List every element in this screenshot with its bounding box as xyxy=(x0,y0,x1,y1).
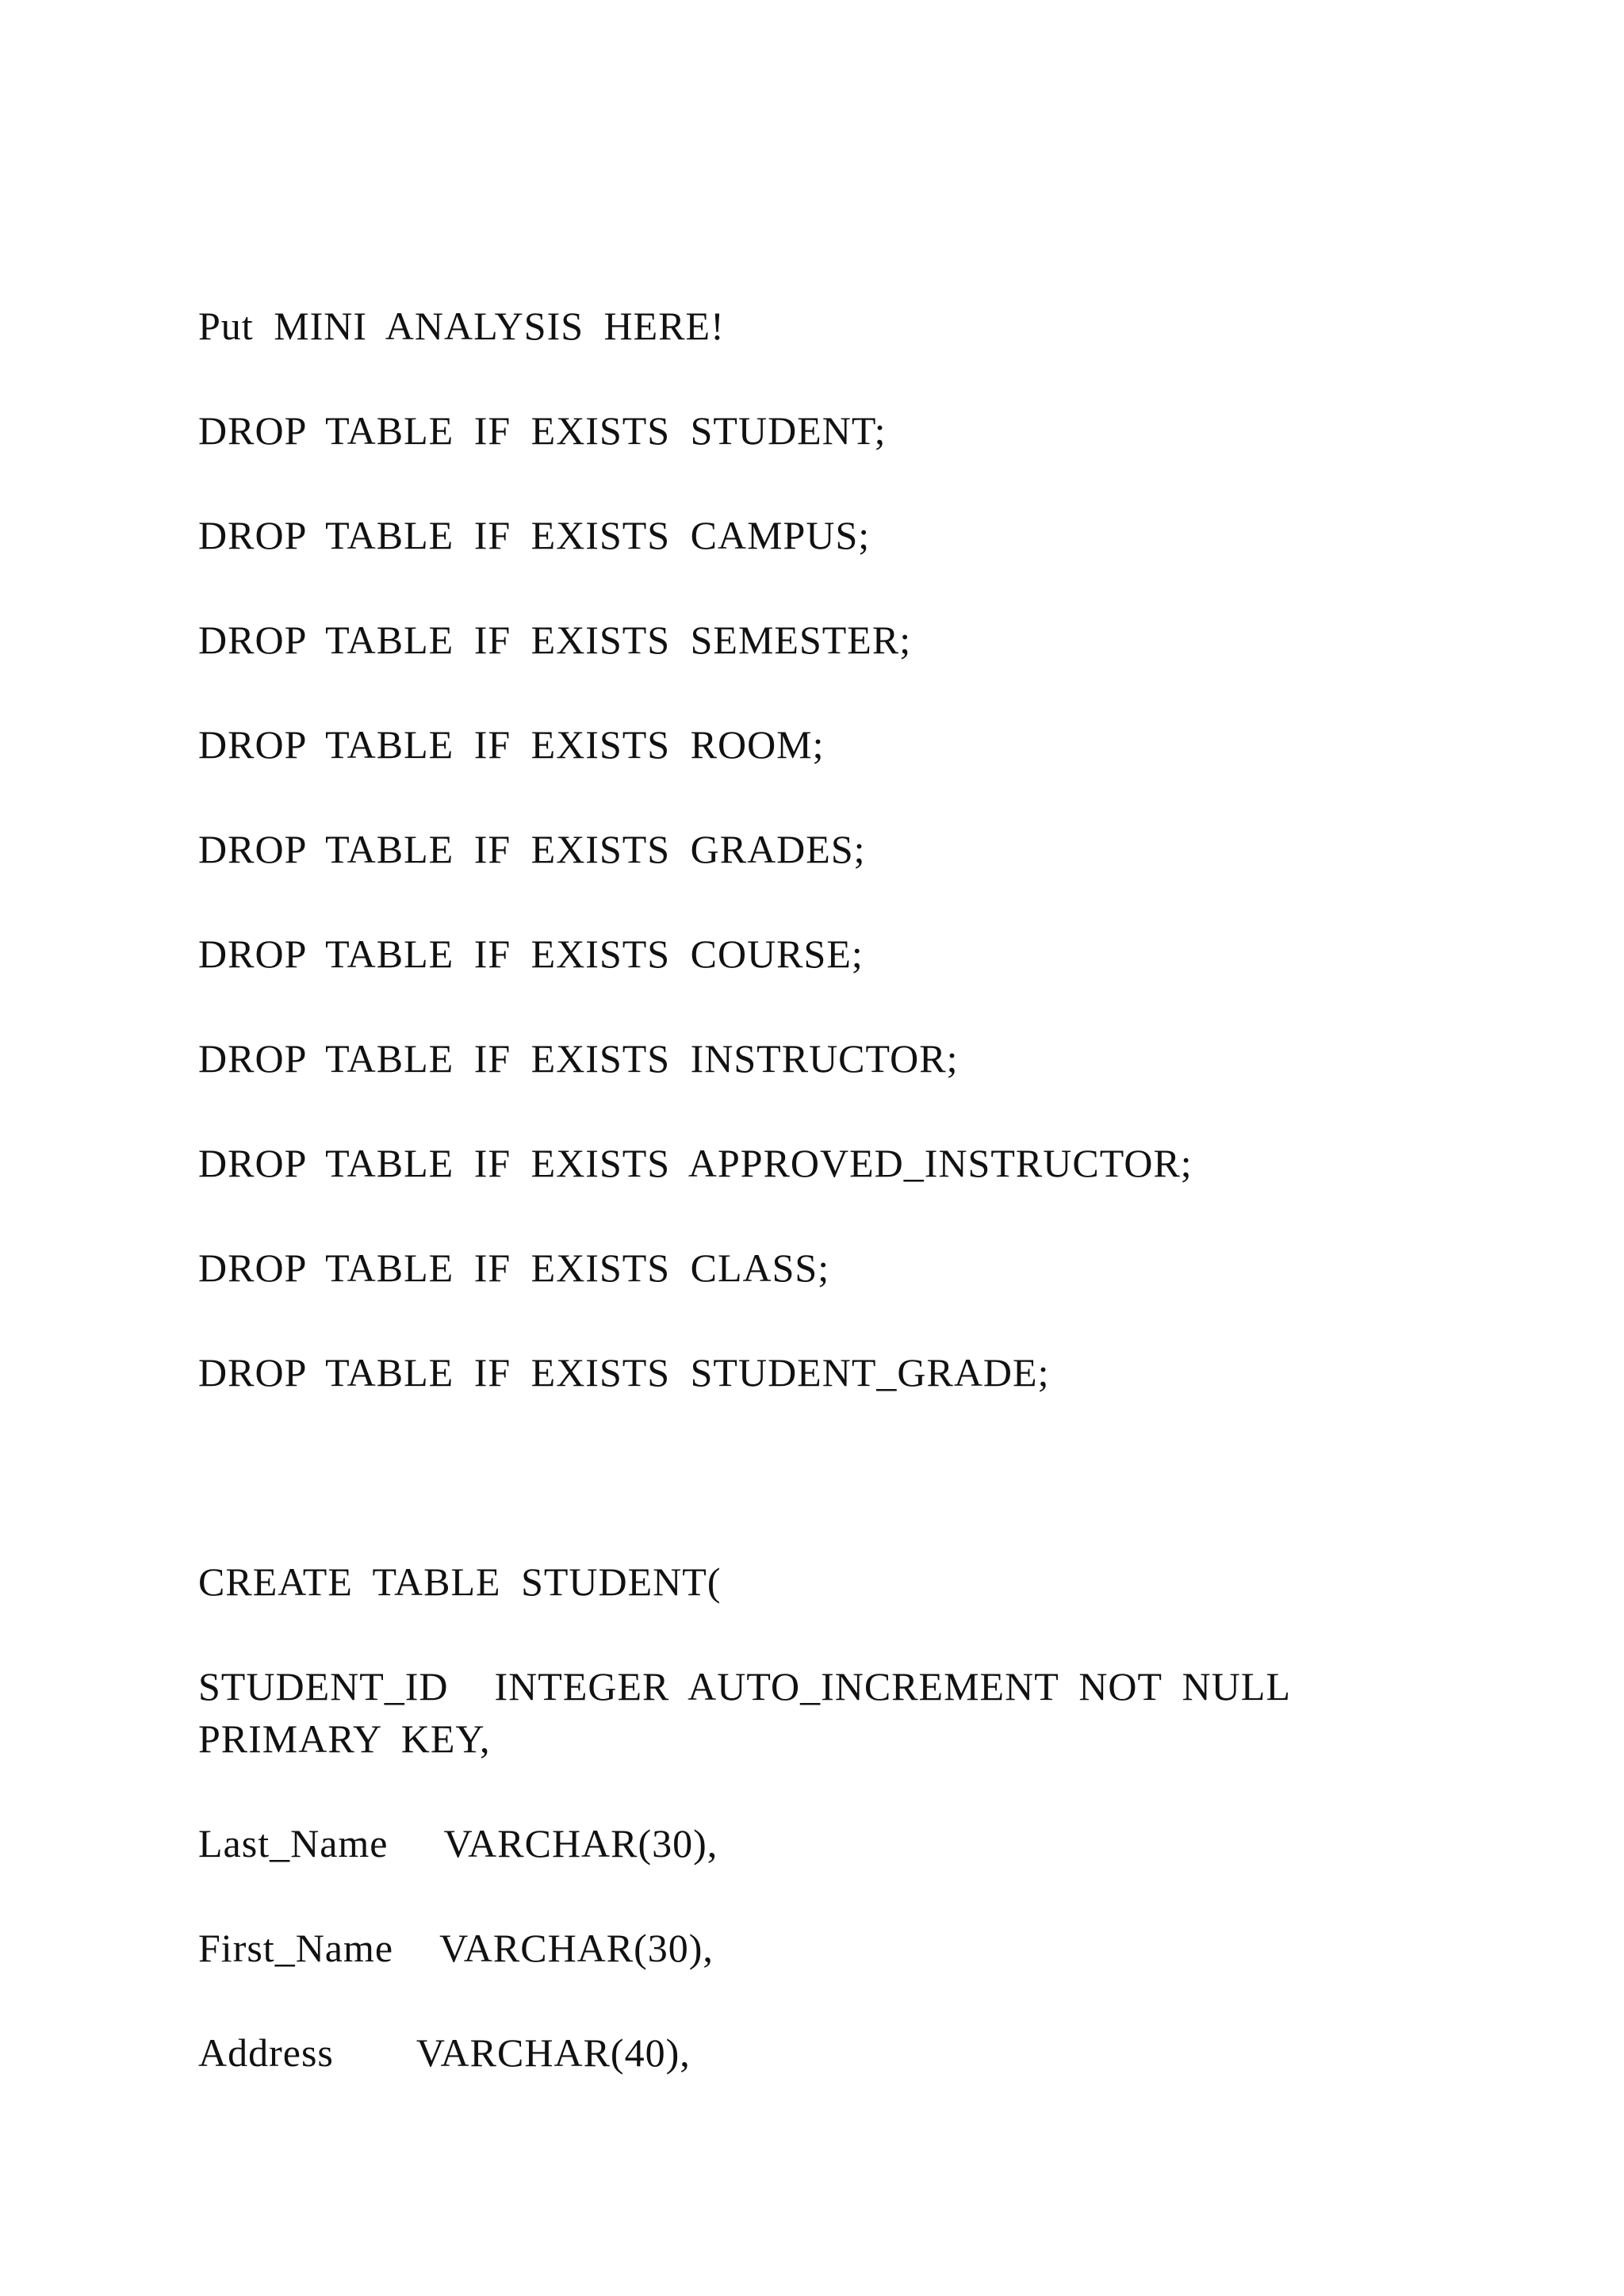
drop-statement: DROP TABLE IF EXISTS SEMESTER; xyxy=(198,618,912,662)
column-definition xyxy=(198,1660,1435,1765)
column-name: STUDENT_ID xyxy=(198,1664,449,1709)
column-definition xyxy=(198,1817,718,1869)
column-name: Address xyxy=(198,2030,334,2075)
drop-statement: DROP TABLE IF EXISTS STUDENT_GRADE; xyxy=(198,1350,1050,1395)
drop-statement: DROP TABLE IF EXISTS CAMPUS; xyxy=(198,513,871,557)
drop-statement: DROP TABLE IF EXISTS APPROVED_INSTRUCTOR; xyxy=(198,1141,1193,1185)
document-heading: Put MINI ANALYSIS HERE! xyxy=(198,304,725,348)
column-type: VARCHAR(40), xyxy=(416,2030,691,2075)
column-type: VARCHAR(30), xyxy=(439,1926,714,1970)
column-type: INTEGER AUTO_INCREMENT NOT NULL PRIMARY KEY, xyxy=(198,1664,1310,1761)
drop-statement: DROP TABLE IF EXISTS GRADES; xyxy=(198,827,866,871)
drop-statement: DROP TABLE IF EXISTS INSTRUCTOR; xyxy=(198,1036,959,1081)
column-definition xyxy=(198,2026,691,2079)
drop-statement: DROP TABLE IF EXISTS ROOM; xyxy=(198,722,825,767)
create-table-statement: CREATE TABLE STUDENT( xyxy=(198,1559,722,1604)
drop-statement: DROP TABLE IF EXISTS COURSE; xyxy=(198,932,864,976)
column-name: First_Name xyxy=(198,1926,394,1970)
column-definition xyxy=(198,1922,714,1974)
drop-statement: DROP TABLE IF EXISTS STUDENT; xyxy=(198,408,887,453)
column-type: VARCHAR(30), xyxy=(443,1821,718,1866)
drop-statement: DROP TABLE IF EXISTS CLASS; xyxy=(198,1246,830,1290)
column-name: Last_Name xyxy=(198,1821,389,1866)
